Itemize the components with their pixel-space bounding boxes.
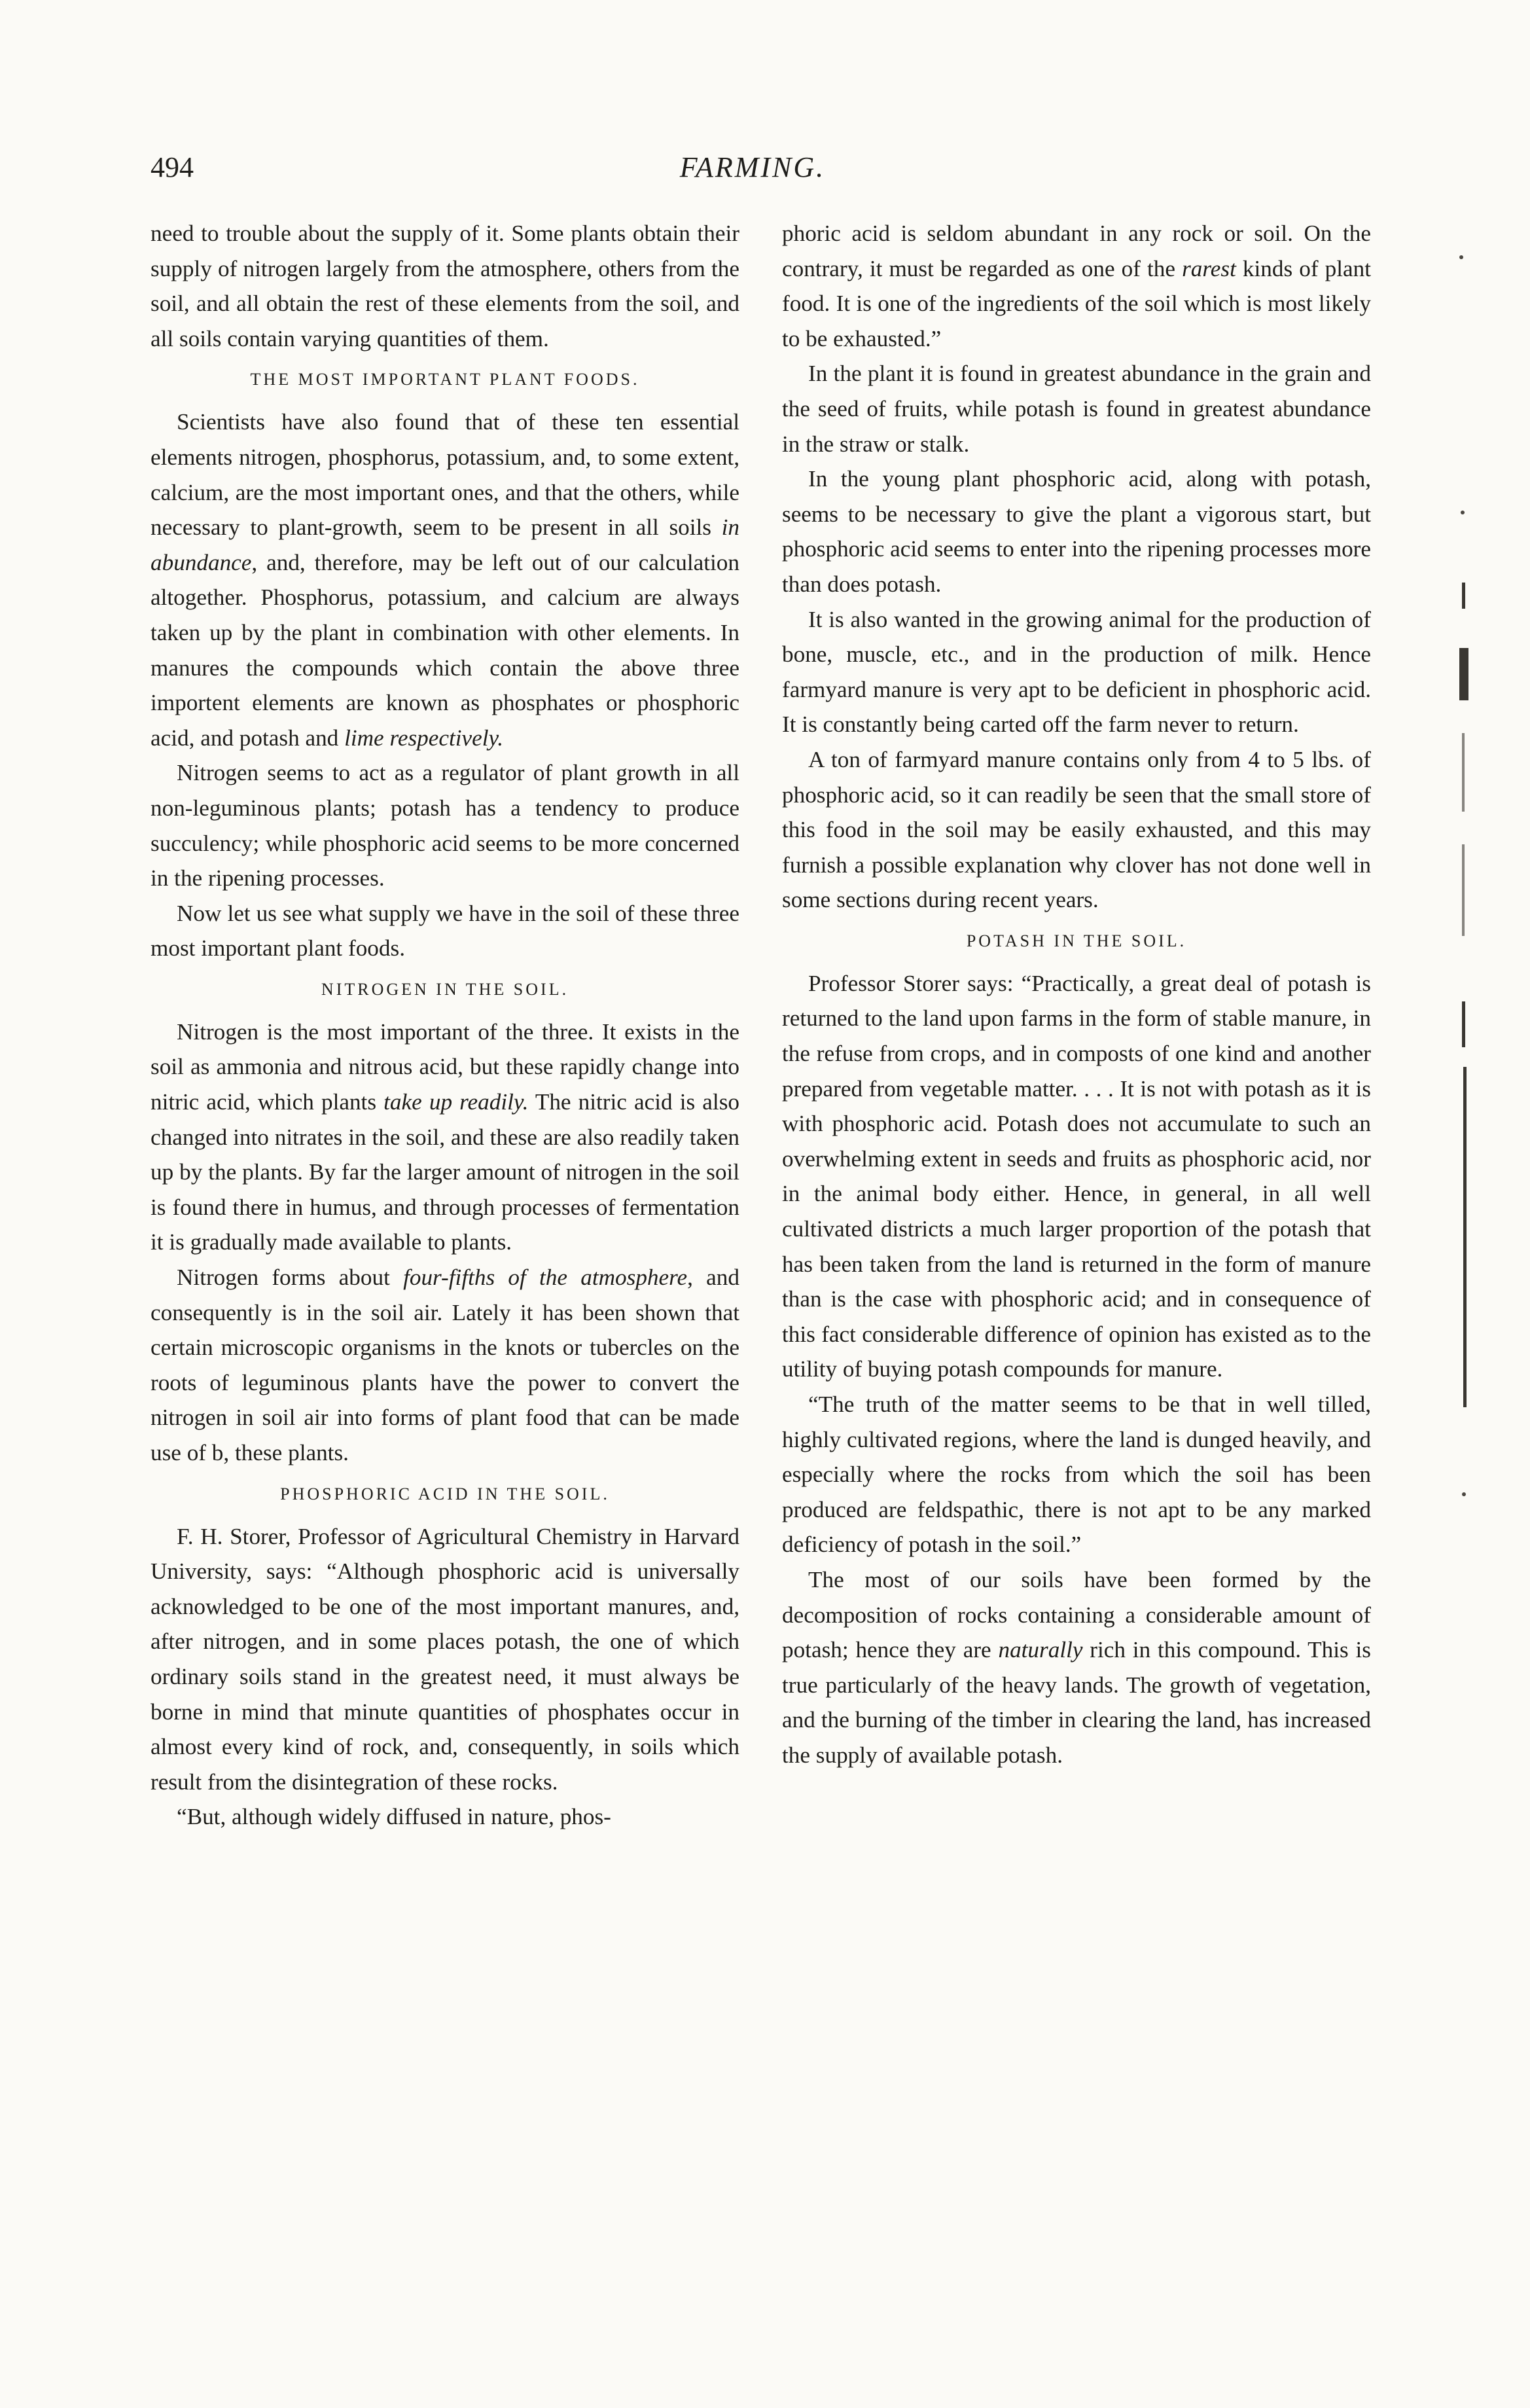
section-heading-phosphoric: PHOSPHORIC ACID IN THE SOIL. xyxy=(280,1484,610,1503)
page-header xyxy=(151,151,1355,196)
paragraph: In the young plant phosphoric acid, along with potash, seems to be necessary to give the plant a vigorous start, but phosphoric acid seems to enter into the ripening processes more than does potash. xyxy=(782,466,1371,597)
scan-speck xyxy=(1459,255,1463,259)
section-heading-potash: POTASH IN THE SOIL. xyxy=(966,931,1187,950)
binding-edge-marks xyxy=(1453,216,1492,1525)
paragraph: Nitrogen forms about four-fifths of the atmosphere, and consequently is in the soil air. Lately it has been shown that certain microscopic organisms in the knots or tubercles on the roots of leguminous plants have the power to convert the nitrogen in soil air into forms of plant food that can be made use of b, these plants. xyxy=(151,1265,739,1465)
paragraph: F. H. Storer, Professor of Agricultural Chemistry in Harvard University, says: “Although phosphoric acid is universally acknowledged to be one of the most important manures, and, after nitrogen, and in some places potash, the one of which ordinary soils stand in the greatest need, it must always be borne in mind that minute quantities of phosphates occur in almost every kind of rock, and, consequently, in soils which result from the disintegration of these rocks. xyxy=(151,1523,739,1795)
scan-mark xyxy=(1462,583,1465,609)
paragraph: Now let us see what supply we have in the soil of these three most important plant foods. xyxy=(151,900,739,961)
paragraph: “The truth of the matter seems to be that in well tilled, highly cultivated regions, where the land is dunged heavily, and especially where the rocks from which the soil has been produced are feldspathic, there is not apt to be any marked deficiency of potash in the soil.” xyxy=(782,1392,1371,1558)
scan-speck xyxy=(1461,511,1465,514)
paragraph: phoric acid is seldom abundant in any rock or soil. On the contrary, it must be regarded as one of the rarest kinds of plant food. It is one of the ingredients of the soil which is most likely to be exhausted.” xyxy=(782,221,1371,351)
scan-mark xyxy=(1459,648,1468,700)
scan-mark xyxy=(1462,733,1465,812)
paragraph: It is also wanted in the growing animal for the production of bone, muscle, etc., and in the production of milk. Hence farmyard manure is very apt to be deficient in phosphoric acid. It is constantly being carted off the farm never to return. xyxy=(782,606,1371,738)
page-number: 494 xyxy=(151,151,194,183)
paragraph: The most of our soils have been formed by the decomposition of rocks containing a considerable amount of potash; hence they are naturally rich in this compound. This is true particularly of the heavy lands. The growth of vegetation, and the burning of the timber in clearing the land, has increased the supply of available potash. xyxy=(782,1566,1371,1768)
scan-mark xyxy=(1462,844,1465,936)
scan-speck xyxy=(1462,1492,1466,1496)
right-column xyxy=(782,216,1371,1773)
paragraph: In the plant it is found in greatest abundance in the grain and the seed of fruits, while potash is found in greatest abundance in the straw or stalk. xyxy=(782,361,1371,457)
left-column xyxy=(151,216,739,1835)
section-heading-nitrogen: NITROGEN IN THE SOIL. xyxy=(321,979,569,999)
paragraph: Nitrogen is the most important of the three. It exists in the soil as ammonia and nitrous acid, but these rapidly change into nitric acid, which plants take up readily. The nitric acid is also changed into nitrates in the soil, and these are also readily taken up by the plants. By far the larger amount of nitrogen in the soil is found there in humus, and through processes of fermentation it is gradually made available to plants. xyxy=(151,1018,739,1255)
scan-mark xyxy=(1462,1001,1465,1047)
paragraph: need to trouble about the supply of it. Some plants obtain their supply of nitrogen largely from the atmosphere, others from the soil, and all obtain the rest of these elements from the soil, and all soils contain varying quantities of them. xyxy=(151,221,739,351)
paragraph: A ton of farmyard manure contains only from 4 to 5 lbs. of phosphoric acid, so it can readily be seen that the small store of this food in the soil may be easily exhausted, and this may furnish a possible explanation why clover has not done well in some sections during recent years. xyxy=(782,746,1371,913)
section-heading-plant-foods: THE MOST IMPORTANT PLANT FOODS. xyxy=(250,370,640,389)
paragraph: Scientists have also found that of these ten essential elements nitrogen, phosphorus, potassium, and, to some extent, calcium, are the most important ones, and that the others, while necessary to plant-growth, seem to be present in all soils in abundance, and, therefore, may be left out of our calculation altogether. Phosphorus, potassium, and calcium are always taken up by the plant in combination with other elements. In manures the compounds which contain the above three importent elements are known as phosphates or phosphoric acid, and potash and lime respectively. xyxy=(151,409,739,751)
scan-mark xyxy=(1463,1067,1467,1407)
paragraph: Nitrogen seems to act as a regulator of plant growth in all non-leguminous plants; potash has a tendency to produce succulency; while phosphoric acid seems to be more concerned in the ripening processes. xyxy=(151,760,739,891)
paragraph: Professor Storer says: “Practically, a great deal of potash is returned to the land upon farms in the form of stable manure, in the refuse from crops, and in composts of one kind and another prepared from vegetable matter. . . . It is not with potash as it is with phosphoric acid. Potash does not accumulate to such an overwhelming extent in seeds and fruits as phosphoric acid, nor in the animal body either. Hence, in general, in all well cultivated districts a much larger proportion of the potash that has been taken from the land is returned in the form of manure than is the case with phosphoric acid; and in consequence of this fact considerable difference of opinion has existed as to the utility of buying potash compounds for manure. xyxy=(782,970,1371,1382)
paragraph: “But, although widely diffused in nature, phos- xyxy=(177,1804,611,1830)
running-title: FARMING. xyxy=(679,151,826,183)
